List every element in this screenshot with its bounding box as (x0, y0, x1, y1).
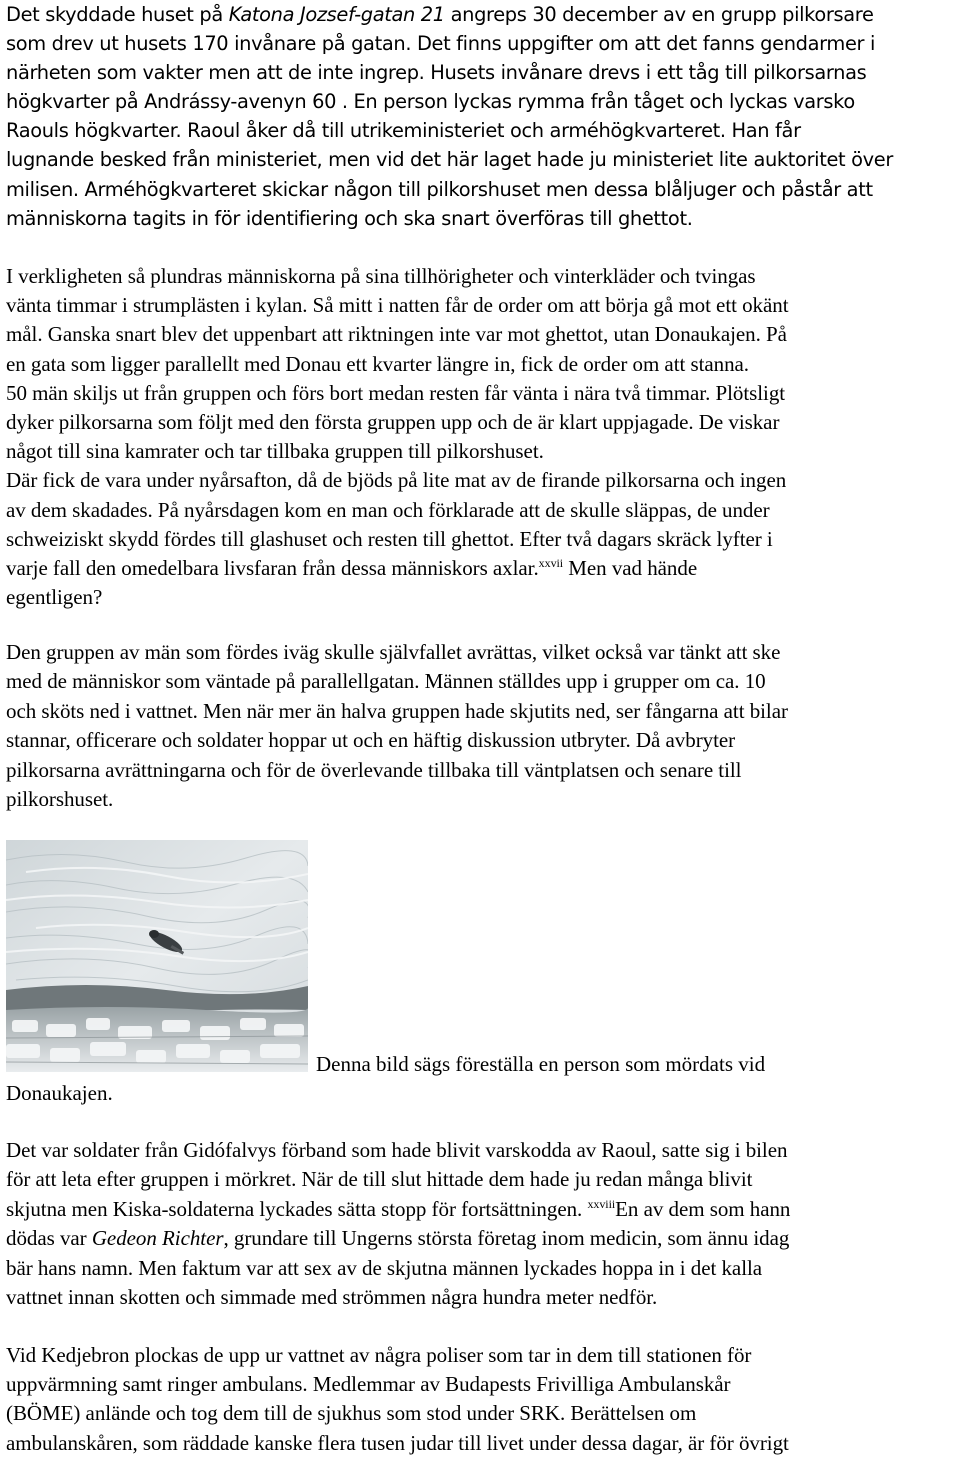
text-line: närheten som vakter men att de inte ingrep. Husets invånare drevs i ett tåg till pilkorsarnas (6, 61, 867, 85)
riverbank-photo (6, 840, 308, 1072)
text-line: lugnande besked från ministeriet, men vid det här laget hade ju ministeriet lite auktoritet över (6, 148, 893, 172)
text-line: för att leta efter gruppen i mörkret. När de till slut hittade dem hade ju redan många blivit (6, 1167, 753, 1192)
text-line: egentligen? (6, 585, 103, 610)
paragraph-6 (6, 1341, 789, 1458)
text-line (6, 554, 789, 583)
text-line: och sköts ned i vattnet. Men när mer än halva gruppen hade skjutits ned, ser fångarna att bilar (6, 698, 788, 723)
text-line: Den gruppen av män som fördes iväg skulle självfallet avrättas, vilket också var tänkt att ske (6, 640, 781, 664)
text-line: Raouls högkvarter. Raoul åker då till utrikeministeriet och arméhögkvarteret. Han får (6, 119, 801, 143)
text-line: människorna tagits in för identifiering och ska snart överföras till ghettot. (6, 206, 693, 230)
text-line: Vid Kedjebron plockas de upp ur vattnet av några poliser som tar in dem till stationen för (6, 1343, 752, 1367)
text-line: som drev ut husets 170 invånare på gatan. Det finns uppgifter om att det fanns gendarmer i (6, 32, 876, 56)
riverbank-photo-graphic (6, 840, 308, 1072)
text-run: En av dem som hann (615, 1196, 791, 1221)
text-line (6, 1224, 790, 1253)
text-line: stannar, officerare och soldater hoppar ut och en häftig diskussion utbryter. Då avbryter (6, 728, 736, 753)
text-line: I verkligheten så plundras människorna på sina tillhörigheter och vinterkläder och tvingas (6, 264, 756, 288)
person-name-italic: Gedeon Richter (91, 1226, 224, 1251)
text-line: uppvärmning samt ringer ambulans. Medlemmar av Budapests Frivilliga Ambulanskår (6, 1372, 731, 1397)
text-line (6, 1195, 790, 1224)
footnote-ref[interactable]: xxvii (538, 555, 564, 570)
photo-caption: Denna bild sägs föreställa en person som mördats vid (316, 1052, 766, 1076)
text-line: av dem skadades. På nyårsdagen kom en man och förklarade att de skulle släppas, de under (6, 497, 770, 522)
text-line: vänta timmar i strumplästen i kylan. Så mitt i natten får de order om att börja gå mot ett okänt (6, 293, 789, 318)
text-line: högkvarter på Andrássy-avenyn 60 . En person lyckas rymma från tåget och lyckas varsko (6, 90, 855, 114)
text-run: , grundare till Ungerns största företag inom medicin, som ännu idag (223, 1226, 790, 1251)
text-line: bär hans namn. Men faktum var att sex av de skjutna männen lyckades hoppa in i det kalla (6, 1255, 763, 1280)
text-line: pilkorsarna avrättningarna och för de överlevande tillbaka till väntplatsen och senare till (6, 757, 742, 782)
text-line: (BÖME) anlände och tog dem till de sjukhus som stod under SRK. Berättelsen om (6, 1401, 697, 1426)
text-run: varje fall den omedelbara livsfaran från dessa människors axlar. (6, 555, 539, 580)
photo-caption-continued: Donaukajen. (6, 1081, 113, 1105)
text-run: Men vad hände (563, 555, 698, 580)
text-line: 50 män skiljs ut från gruppen och förs bort medan resten får vänta i nära två timmar. Plötsligt (6, 380, 786, 405)
text-line: milisen. Arméhögkvarteret skickar någon till pilkorshuset men dessa blåljuger och påstår att (6, 177, 873, 201)
footnote-ref[interactable]: xxviii (587, 1196, 616, 1211)
text-line (6, 0, 893, 29)
text-line: med de människor som väntade på parallellgatan. Männen ställdes upp i grupper om ca. 10 (6, 669, 766, 694)
paragraph-5 (6, 1136, 790, 1312)
text-line: dyker pilkorsarna som följt med den första gruppen upp och de är klart uppjagade. De viskar (6, 409, 780, 434)
text-line: vattnet innan skotten och simmade med strömmen några hundra meter nedför. (6, 1284, 658, 1309)
paragraph-2 (6, 262, 789, 612)
text-run: Det skyddade huset på (6, 3, 229, 26)
paragraph-1 (6, 0, 893, 233)
text-line: Där fick de vara under nyårsafton, då de bjöds på lite mat av de firande pilkorsarna och ingen (6, 468, 787, 493)
text-run: angreps 30 december av en grupp pilkorsare (444, 3, 874, 26)
text-line: mål. Ganska snart blev det uppenbart att riktningen inte var mot ghettot, utan Donaukajen. På (6, 322, 787, 347)
text-line: Det var soldater från Gidófalvys förband som hade blivit varskodda av Raoul, satte sig i bilen (6, 1138, 788, 1162)
text-line: pilkorshuset. (6, 786, 114, 811)
text-run: dödas var (6, 1226, 92, 1251)
street-name-italic: Katona Jozsef-gatan 21 (228, 3, 445, 26)
text-line: ambulanskåren, som räddade kanske flera tusen judar till livet under dessa dagar, är för övrigt (6, 1430, 789, 1455)
text-line: schweiziskt skydd fördes till glashuset och resten till ghettot. Efter två dagars skräck lyfter i (6, 526, 773, 551)
text-line: en gata som ligger parallellt med Donau ett kvarter längre in, fick de order om att stanna. (6, 351, 750, 376)
text-line: något till sina kamrater och tar tillbaka gruppen till pilkorshuset. (6, 439, 544, 464)
text-run: skjutna men Kiska-soldaterna lyckades sätta stopp för fortsättningen. (6, 1196, 588, 1221)
paragraph-3 (6, 638, 788, 814)
